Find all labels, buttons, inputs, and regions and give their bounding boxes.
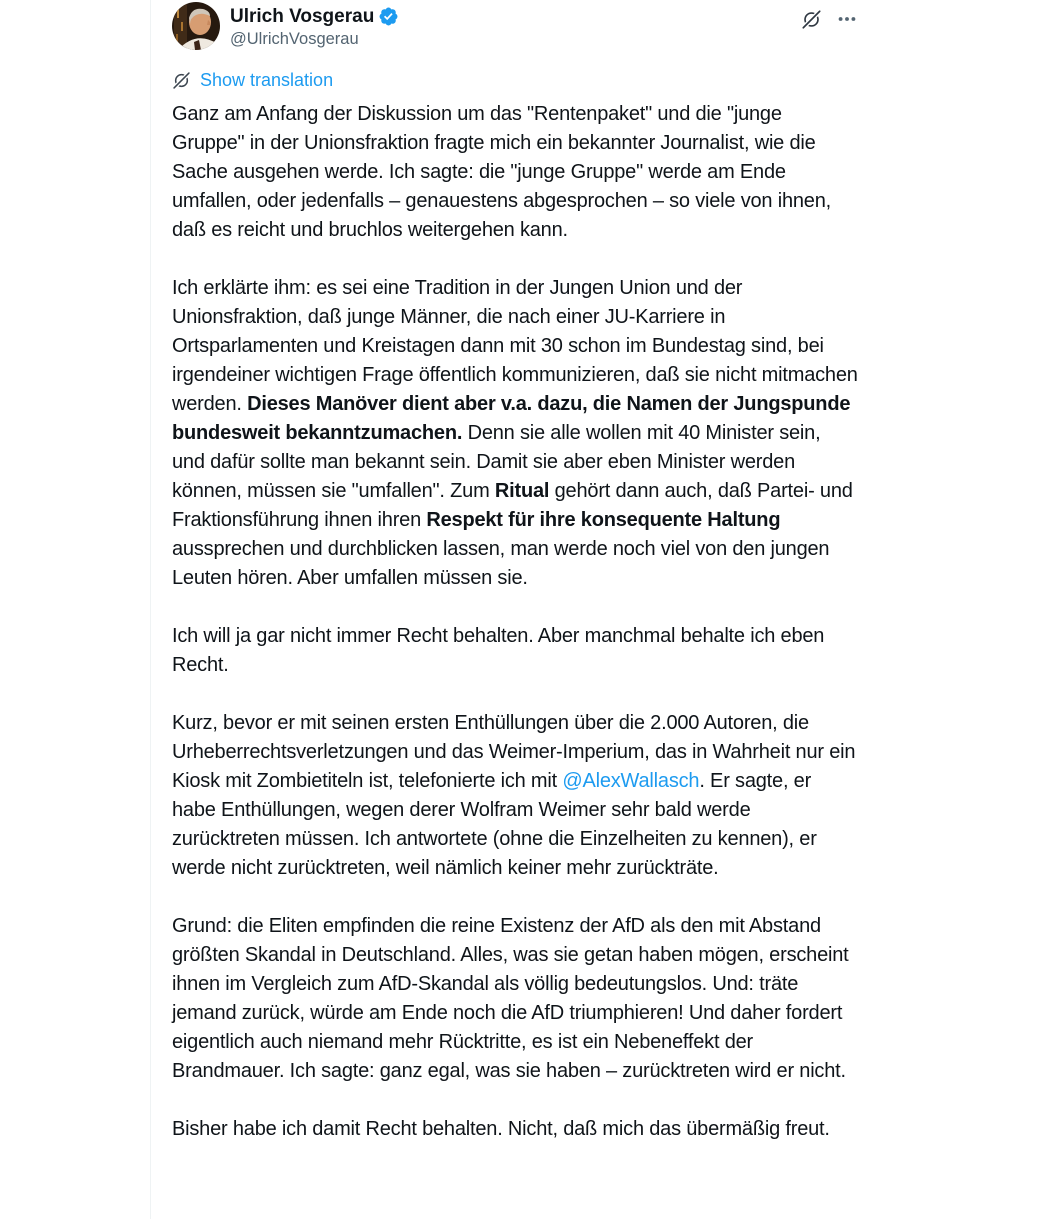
avatar-photo-placeholder	[172, 2, 220, 50]
text-segment: Ich will ja gar nicht immer Recht behalten. Aber manchmal behalte ich eben Recht.	[172, 625, 825, 676]
show-translation-label: Show translation	[200, 70, 334, 90]
text-segment: aussprechen und durchblicken lassen, man werde noch viel von den jungen Leuten hören. Aber umfallen müssen sie.	[172, 538, 830, 589]
bold-segment: Respekt für ihre konsequente Haltung	[426, 509, 781, 531]
tweet-text	[172, 100, 858, 1144]
tweet-paragraph	[172, 274, 858, 593]
bold-segment: Ritual	[494, 480, 550, 502]
more-menu-icon[interactable]	[836, 8, 858, 30]
show-translation-button[interactable]	[172, 69, 333, 91]
text-segment: Ganz am Anfang der Diskussion um das "Rentenpaket" und die "junge Gruppe" in der Unionsfraktion fragte mich ein bekannter Journalist, wie die Sache ausgehen werde. Ich sagte: die "junge Gruppe" werde am Ende umfallen, oder jedenfalls – genauestens abgesprochen – so viele von ihnen, daß es reicht und bruchlos weitergehen kann.	[172, 103, 831, 241]
verified-badge-icon	[378, 6, 399, 27]
tweet-paragraph	[172, 100, 858, 245]
avatar[interactable]	[172, 2, 220, 50]
header-actions	[801, 2, 858, 30]
text-segment: Ich erklärte ihm: es sei eine Tradition in der Jungen Union und der Unionsfraktion, daß junge Männer, die nach einer JU-Karriere in Ortsparlamenten und Kreistagen dann mit 30 schon im Bundestag sind, bei irgendeiner wichtigen Frage öffentlich kommunizieren, daß sie nicht mitmachen werden.	[172, 277, 858, 415]
tweet-paragraph	[172, 709, 858, 883]
tweet-header	[172, 0, 858, 50]
text-segment: Kurz, bevor er mit seinen ersten Enthüllungen über die 2.000 Autoren, die Urheberrechtsverletzungen und das Weimer-Imperium, das in Wahrheit nur ein Kiosk mit Zombietiteln ist, telefonierte ich mit	[172, 712, 856, 792]
text-segment: Grund: die Eliten empfinden die reine Existenz der AfD als den mit Abstand größten Skandal in Deutschland. Alles, was sie getan haben mögen, erscheint ihnen im Vergleich zum AfD-Skandal als völlig bedeutungslos. Und: träte jemand zurück, würde am Ende noch die AfD triumphieren! Und daher fordert eigentlich auch niemand mehr Rücktritte, es ist ein Nebeneffekt der Brandmauer. Ich sagte: ganz egal, was sie haben – zurücktreten wird er nicht.	[172, 915, 849, 1082]
tweet-paragraph	[172, 1115, 858, 1144]
author-name-row[interactable]	[230, 5, 801, 28]
author-block	[230, 2, 801, 49]
tweet-paragraph	[172, 622, 858, 680]
grok-icon[interactable]	[801, 9, 822, 30]
display-name: Ulrich Vosgerau	[230, 6, 375, 27]
grok-translate-icon	[172, 71, 191, 90]
bold-segment: Dieses Manöver dient aber v.a. dazu, die Namen der Jungspunde bundesweit bekanntzumachen.	[172, 393, 851, 444]
text-segment: gehört dann auch, daß Partei- und Fraktionsführung ihnen ihren	[172, 480, 853, 531]
mention-link[interactable]: @AlexWallasch	[562, 770, 700, 792]
text-segment: Bisher habe ich damit Recht behalten. Nicht, daß mich das übermäßig freut.	[172, 1118, 830, 1140]
text-segment: . Er sagte, er habe Enthüllungen, wegen derer Wolfram Weimer sehr bald werde zurücktreten müssen. Ich antwortete (ohne die Einzelheiten zu kennen), er werde nicht zurücktreten, weil nämlich keiner mehr zurückträte.	[172, 770, 817, 879]
tweet	[172, 0, 858, 1144]
tweet-paragraph	[172, 912, 858, 1086]
author-handle: @UlrichVosgerau	[230, 30, 359, 48]
text-segment: Denn sie alle wollen mit 40 Minister sein, und dafür sollte man bekannt sein. Damit sie aber eben Minister werden können, müssen sie "umfallen". Zum	[172, 422, 821, 502]
timeline-left-border	[150, 0, 151, 1219]
